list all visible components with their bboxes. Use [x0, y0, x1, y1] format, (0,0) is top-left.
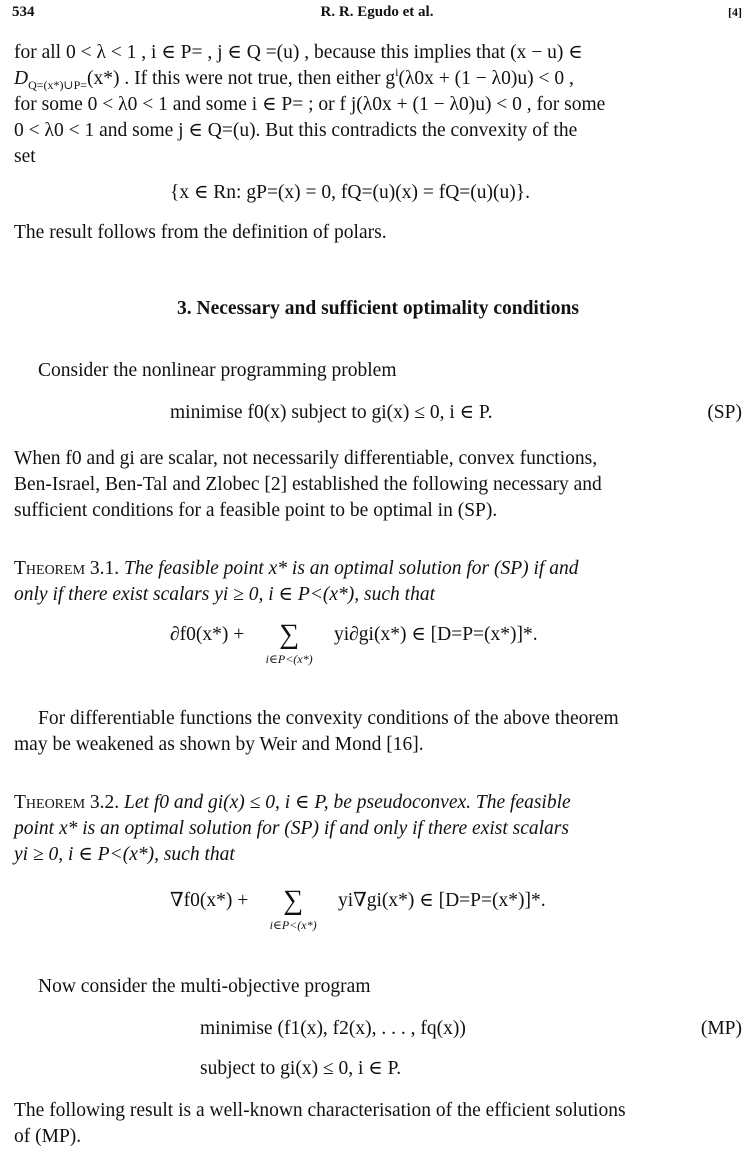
- page-number: 534: [12, 4, 35, 20]
- paragraph-1-line-3: for some 0 < λ0 < 1 and some i ∈ P= ; or f j(λ0x + (1 − λ0)u) < 0 , for some: [14, 94, 606, 115]
- paragraph-1-line-5: set: [14, 146, 36, 167]
- set-equation: {x ∈ Rn: gP=(x) = 0, fQ=(u)(x) = fQ=(u)(u)}.: [170, 182, 530, 203]
- symbol-D: D: [14, 68, 29, 89]
- text-run: = , j ∈ Q: [191, 42, 261, 63]
- summation: [249, 619, 329, 666]
- reference-tag: [4]: [728, 5, 742, 19]
- paragraph-5-line-2: may be weakened as shown by Weir and Mond [16].: [14, 734, 424, 755]
- subscript: Q=(x*)∪P=: [28, 78, 88, 92]
- paragraph-4-line-3: sufficient conditions for a feasible point to be optimal in (SP).: [14, 500, 498, 521]
- text-run: (x*) . If this were not true, then either g: [87, 68, 396, 89]
- paragraph-4-line-2: Ben-Israel, Ben-Tal and Zlobec [2] established the following necessary and: [14, 474, 602, 495]
- mp-problem-line-1: [14, 1016, 742, 1042]
- paragraph-2: The result follows from the definition of polars.: [14, 222, 387, 243]
- theorem-3-1-line-2: only if there exist scalars yi ≥ 0, i ∈ P<(x*), such that: [14, 584, 435, 605]
- superscript: i: [395, 65, 399, 79]
- paragraph-6: Now consider the multi-objective program: [38, 976, 371, 997]
- sum-limit: i∈P<(x*): [269, 918, 317, 932]
- theorem-3-1-equation: [14, 619, 750, 666]
- mp-equation: minimise (f1(x), f2(x), . . . , fq(x)): [200, 1018, 466, 1039]
- equation-right: yi∇gi(x*) ∈ [D=P=(x*)]*.: [337, 890, 546, 911]
- text-run: for all 0 < λ < 1 , i ∈ P: [14, 42, 192, 63]
- paragraph-7-line-1: The following result is a well-known characterisation of the efficient solutions: [14, 1100, 626, 1121]
- sigma-symbol: ∑: [279, 619, 300, 650]
- theorem-label: Theorem 3.1.: [14, 558, 120, 579]
- equation-left: ∂f0(x*) +: [170, 624, 245, 645]
- paragraph-7-line-2: of (MP).: [14, 1126, 82, 1147]
- sp-equation: minimise f0(x) subject to gi(x) ≤ 0, i ∈ P.: [170, 402, 493, 423]
- theorem-3-2-equation: [14, 885, 750, 932]
- paragraph-1-line-4: 0 < λ0 < 1 and some j ∈ Q=(u). But this contradicts the convexity of the: [14, 120, 578, 141]
- mp-problem-line-2: subject to gi(x) ≤ 0, i ∈ P.: [200, 1058, 402, 1079]
- equation-right: yi∂gi(x*) ∈ [D=P=(x*)]*.: [334, 624, 538, 645]
- equation-tag-mp: (MP): [700, 1018, 742, 1039]
- theorem-3-2-line-2: point x* is an optimal solution for (SP) if and only if there exist scalars: [14, 818, 569, 839]
- running-header: [12, 4, 742, 24]
- text-run: (λ0x + (1 − λ0)u) < 0 ,: [398, 68, 574, 89]
- sigma-symbol: ∑: [283, 885, 304, 916]
- paragraph-5-line-1: For differentiable functions the convexity conditions of the above theorem: [38, 708, 619, 729]
- theorem-text: Let f0 and gi(x) ≤ 0, i ∈ P, be pseudoconvex. The feasible: [124, 792, 571, 813]
- theorem-3-1-line-1: [14, 556, 742, 582]
- paragraph-4-line-1: When f0 and gi are scalar, not necessarily differentiable, convex functions,: [14, 448, 598, 469]
- running-title: R. R. Egudo et al.: [320, 4, 434, 20]
- summation: [253, 885, 333, 932]
- theorem-3-2-line-1: [14, 790, 742, 816]
- paragraph-1-line-2: [14, 66, 742, 94]
- theorem-text: The feasible point x* is an optimal solution for (SP) if and: [124, 558, 579, 579]
- theorem-label: Theorem 3.2.: [14, 792, 120, 813]
- equation-tag-sp: (SP): [707, 402, 742, 423]
- text-run: =(u) , because this implies that (x − u) ∈: [265, 42, 583, 63]
- paragraph-1-line-1: [14, 40, 742, 66]
- paragraph-3: Consider the nonlinear programming problem: [38, 360, 397, 381]
- equation-left: ∇f0(x*) +: [170, 890, 249, 911]
- sp-problem: [14, 400, 742, 426]
- sum-limit: i∈P<(x*): [265, 652, 313, 666]
- section-title: 3. Necessary and sufficient optimality conditions: [177, 298, 579, 319]
- theorem-3-2-line-3: yi ≥ 0, i ∈ P<(x*), such that: [14, 844, 235, 865]
